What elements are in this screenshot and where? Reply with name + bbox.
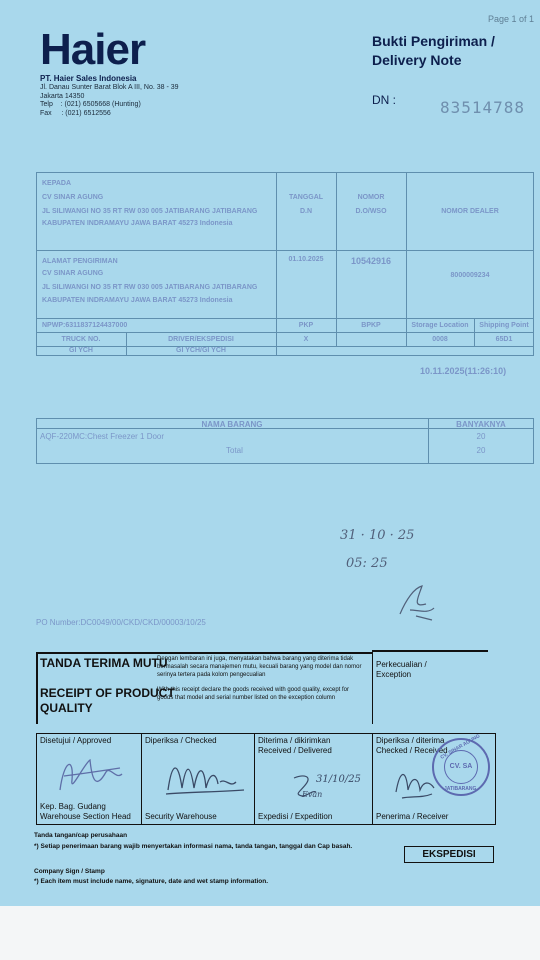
item-qty: 20	[476, 432, 486, 441]
ekspedisi-box: EKSPEDISI	[404, 846, 494, 863]
nomor-dealer-label: NOMOR DEALER	[441, 208, 499, 215]
dealer-number: 8000009234	[450, 272, 490, 279]
shipping-point-label: Shipping Point	[479, 322, 529, 329]
receipt-text-id: Dengan lembaran ini juga, menyatakan bahwa barang yang diterima tidak bermasalah secara manajemen mutu, kecuali barang yang model dan nomor serinya tertera pada kolom pengecualian	[157, 656, 362, 678]
receipt-title-en: RECEIPT OF PRODUCT QUALITY	[40, 686, 175, 715]
warehouse-head-footer: Kep. Bag. Gudang Warehouse Section Head	[40, 802, 131, 821]
note-id: *) Setiap penerimaan barang wajib menyertakan informasi nama, tanda tangan, tanggal dan Cap basah.	[34, 843, 353, 850]
item-name: AQF-220MC:Chest Freezer 1 Door	[40, 432, 165, 441]
approved-signature	[50, 750, 130, 800]
stamp-text-top: CV. SINAR AGUNG	[439, 733, 482, 761]
exception-label: Perkecualian / Exception	[376, 660, 427, 679]
consignee-address-1: JL SILIWANGI NO 35 RT RW 030 005 JATIBARANG JATIBARANG	[42, 208, 258, 215]
truck-no-label: TRUCK NO.	[61, 336, 101, 343]
haier-logo: Haier	[40, 25, 146, 74]
document-title: Bukti Pengiriman / Delivery Note	[372, 33, 495, 68]
tanggal-label: TANGGAL	[288, 194, 324, 201]
alamat-pengiriman-label: ALAMAT PENGIRIMAN	[42, 258, 118, 265]
ship-name: CV SINAR AGUNG	[42, 270, 104, 277]
total-label: Total	[226, 446, 243, 455]
nama-barang-header: NAMA BARANG	[201, 420, 263, 429]
kepada-label: KEPADA	[42, 180, 72, 187]
dn-number: 83514788	[440, 98, 526, 117]
stamp-text-bottom: JATIBARANG	[444, 786, 477, 792]
storage-location-value: 0008	[432, 336, 448, 343]
npwp: NPWP:6311837124437000	[42, 322, 128, 329]
ship-address-1: JL SILIWANGI NO 35 RT RW 030 005 JATIBARANG JATIBARANG	[42, 284, 258, 291]
receipt-text-en: With this receipt declare the goods received with good quality, except for goods that model and serial number listed on the exception column	[157, 687, 349, 701]
nomor-label: NOMOR	[357, 194, 385, 201]
checked-signature	[160, 752, 250, 800]
delivered-handwritten-name: Evan	[302, 790, 323, 799]
tanggal-value: D.N	[299, 208, 313, 215]
consignee-address-2: KABUPATEN INDRAMAYU JAWA BARAT 45273 Indonesia	[42, 220, 233, 227]
driver-value: GI YCH/GI YCH	[176, 347, 226, 354]
delivered-label: Diterima / dikirimkan Received / Delivered	[258, 736, 332, 755]
total-value: 20	[476, 446, 486, 455]
tanda-tangan-label: Tanda tangan/cap perusahaan	[34, 832, 128, 839]
po-number: PO Number:DC0049/00/CKD/CKD/00003/10/25	[36, 618, 206, 627]
approved-label: Disetujui / Approved	[40, 736, 112, 745]
stamp-text-center: CV. SA	[449, 763, 473, 770]
receiver-footer: Penerima / Receiver	[376, 812, 449, 821]
company-name: PT. Haier Sales Indonesia	[40, 74, 137, 83]
ship-address-2: KABUPATEN INDRAMAYU JAWA BARAT 45273 Indonesia	[42, 297, 233, 304]
expedition-footer: Expedisi / Expedition	[258, 812, 333, 821]
dn-label: DN :	[372, 93, 396, 107]
company-address: Jl. Danau Sunter Barat Blok A III, No. 38 - 39 Jakarta 14350 Telp : (021) 6505668 (Hunting) Fax : (021) 6512556	[40, 84, 179, 117]
checked-received-label: Diperiksa / diterima Checked / Received	[376, 736, 448, 755]
checked-label: Diperiksa / Checked	[145, 736, 217, 745]
driver-label: DRIVER/EKSPEDISI	[168, 336, 234, 343]
initial-signature-mark	[392, 580, 442, 626]
handwritten-date: 31 · 10 · 25	[340, 528, 415, 543]
delivered-handwritten-date: 31/10/25	[316, 774, 361, 785]
shipping-point-value: 65D1	[495, 336, 513, 343]
truck-no-value: GI YCH	[69, 347, 93, 354]
delivery-date: 01.10.2025	[288, 256, 324, 263]
security-footer: Security Warehouse	[145, 812, 217, 821]
order-number: 10542916	[350, 256, 392, 266]
print-timestamp: 10.11.2025(11:26:10)	[420, 366, 507, 376]
pkp-label: PKP	[298, 322, 314, 329]
page-number: Page 1 of 1	[487, 14, 534, 24]
pkp-value: X	[303, 336, 309, 343]
receipt-title-id: TANDA TERIMA MUTU	[40, 656, 168, 670]
bpkp-label: BPKP	[361, 322, 381, 329]
nomor-value: D.O/WSO	[355, 208, 387, 215]
note-en: *) Each item must include name, signature, date and wet stamp information.	[34, 878, 269, 885]
company-sign-label: Company Sign / Stamp	[34, 868, 105, 875]
storage-location-label: Storage Location	[411, 322, 469, 329]
handwritten-time: 05: 25	[346, 556, 388, 571]
banyaknya-header: BANYAKNYA	[456, 420, 506, 429]
consignee-name: CV SINAR AGUNG	[42, 194, 104, 201]
